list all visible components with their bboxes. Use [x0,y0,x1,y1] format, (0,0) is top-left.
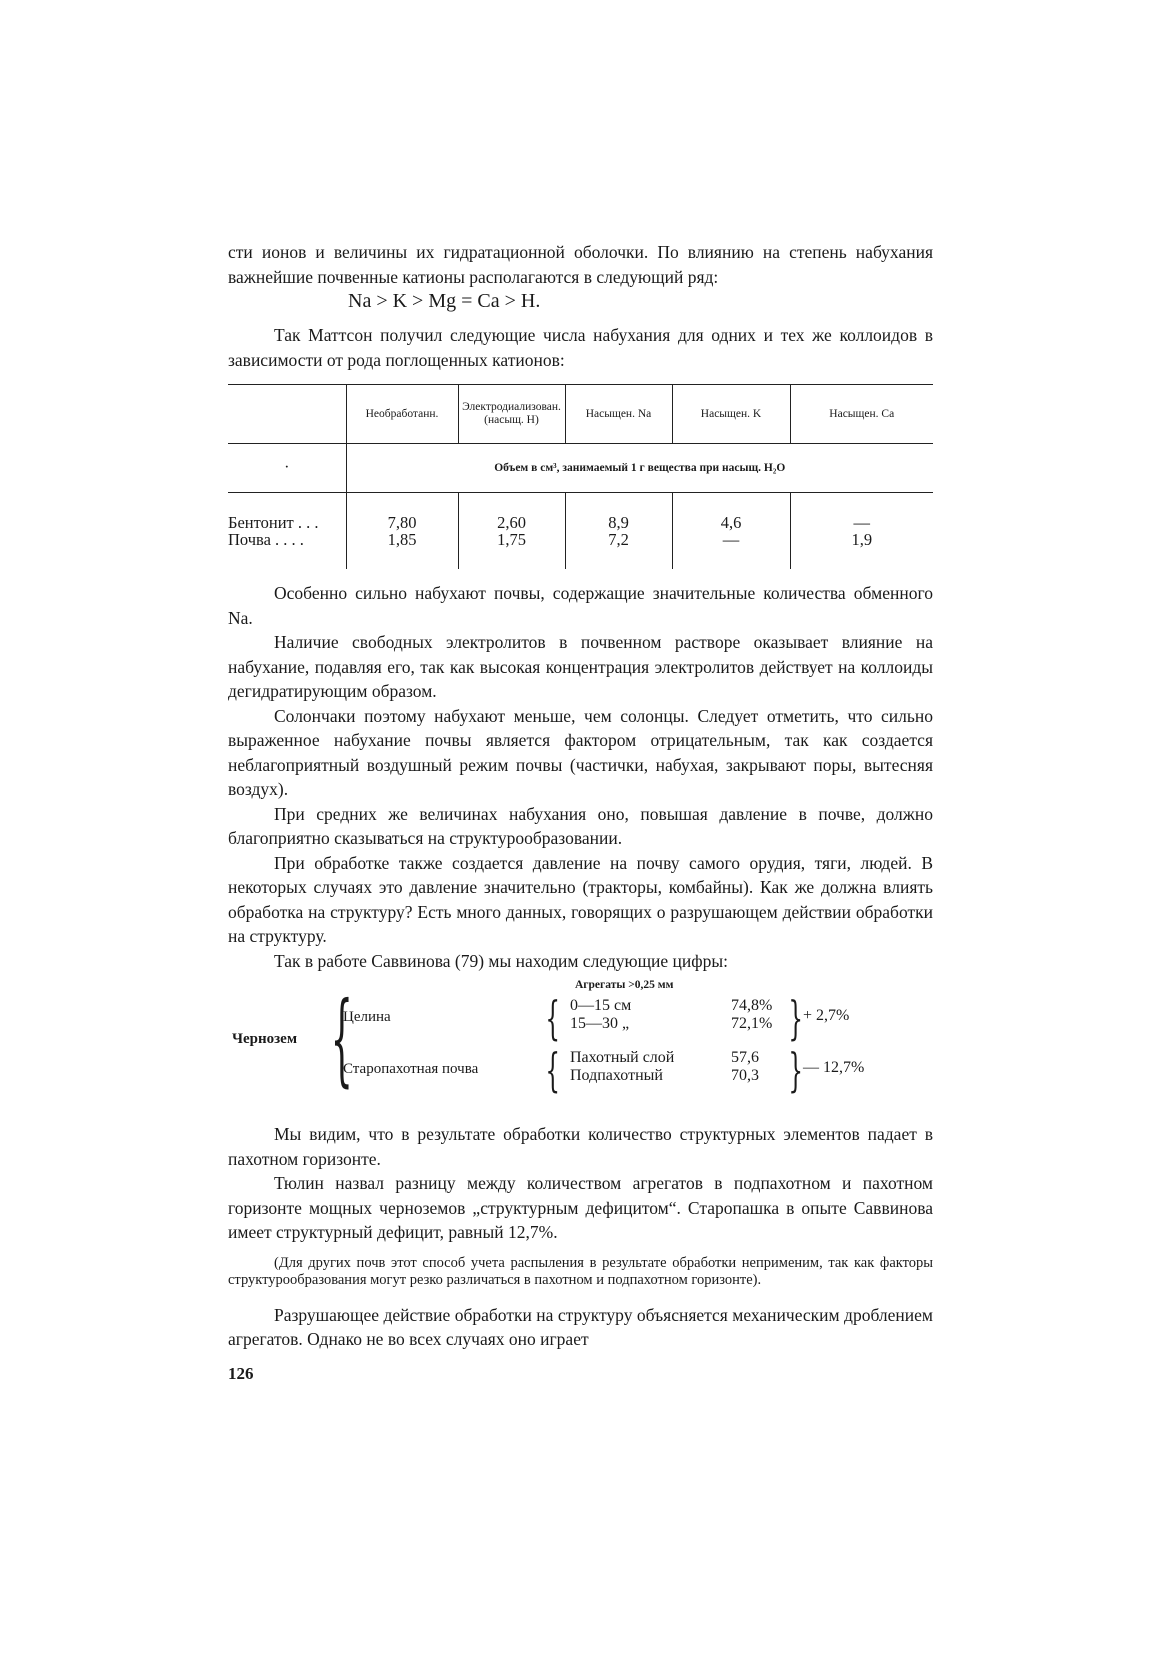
block-name-virgin: Целина [343,1009,391,1025]
aggregates-table [228,979,933,1114]
cation-series [228,289,933,313]
cation-series-formula: Na > K > Mg = Ca > H. [348,290,541,312]
paragraph-na: Особенно сильно набухают почвы, содержащие значительные количества обменного Na. [228,583,933,628]
paragraph-medium-swelling: При средних же величинах набухания оно, повышая давление в почве, должно благоприятно сказываться на структурообразовании. [228,803,933,848]
header-na: Насыщен. Na [565,385,672,444]
cell-value: — [853,513,870,532]
brace-virgin: { [545,991,560,1045]
col-electrodialyzed [458,493,565,570]
diff-old-arable: — 12,7% [803,1059,865,1076]
paragraph-ions-text: сти ионов и величины их гидратационной оболочки. По влиянию на степень набухания важнейшие почвенные катионы располагаются в следующий ряд: [228,242,933,287]
cell-value: 7,80 [387,513,417,532]
col-untreated [346,493,458,570]
cell-value: 1,75 [497,530,526,549]
paragraph-tillage-pressure: При обработке также создается давление на почву самого орудия, тяги, людей. В некоторых случаях это давление значительно (тракторы, комбайны). Как же должна влиять обработка на структуру? Есть много данных, говорящих о разрушающем действии обработки на структуру. [228,852,933,946]
brace-old-arable: { [545,1043,560,1097]
col-k [672,493,790,570]
header-untreated: Необработанн. [346,385,458,444]
group-brace: { [330,980,353,1097]
paragraph-ions [228,240,933,289]
row-labels [228,493,346,570]
header-empty-cell [228,385,346,444]
brace-old-arable-diff: } [788,1043,803,1097]
cell-value: 1,85 [387,530,417,549]
swelling-table-data [228,493,933,570]
layer-label: Подпахотный [570,1067,663,1084]
swelling-table-header [228,385,933,444]
cell-value: 8,9 [608,513,629,532]
units-caption: Объем в см³, занимаемый 1 г вещества при насыщ. H₂O [346,444,933,493]
paragraph-decrease: Мы видим, что в результате обработки количество структурных элементов падает в пахотном горизонте. [228,1124,933,1169]
swelling-table [228,384,933,569]
col-ca [790,493,933,570]
paragraph-destruction: Разрушающее действие обработки на структуру объясняется механическим дроблением агрегатов. Однако не во всех случаях оно играет [228,1304,933,1349]
aggregate-value: 57,6 [731,1049,759,1066]
swelling-table-units-row [228,444,933,493]
block-name-old-arable: Старопахотная почва [343,1061,479,1077]
aggregates-header: Агрегаты >0,25 мм [575,979,674,991]
paragraph-savvinov: Так в работе Саввинова (79) мы находим следующие цифры: [274,950,728,971]
cell-value: — [722,530,740,549]
cell-value: 4,6 [720,513,742,532]
aggregate-value: 74,8% [731,997,773,1014]
cell-value: 2,60 [497,513,526,532]
units-left-cell: · [228,444,346,493]
header-k: Насыщен. K [672,385,790,444]
diff-virgin: + 2,7% [803,1007,850,1024]
page-body [228,240,933,1384]
aggregate-value: 70,3 [731,1067,759,1084]
row-label-soil: Почва . . . . [228,530,304,549]
note-other-soils: (Для других почв этот способ учета распыления в результате обработки неприменим, так как факторы структурообразования могут резко различаться в пахотном и подпахотном горизонте). [228,1254,933,1288]
group-label-chernozem: Чернозем [232,1031,298,1047]
page-number: 126 [228,1363,254,1383]
header-electrodialyzed: Электродиализован. (насыщ. Н) [458,385,565,444]
paragraph-tyulin: Тюлин назвал разницу между количеством агрегатов в подпахотном и пахотном горизонте мощных черноземов „структурным дефицитом“. Старопашка в опыте Саввинова имеет структурный дефицит, равный 12,7%. [228,1173,933,1242]
paragraph-solonchak: Солончаки поэтому набухают меньше, чем солонцы. Следует отметить, что сильно выраженное набухание почвы является фактором отрицательным, так как создается неблагоприятный воздушный режим почвы (частички, набухая, закрывают поры, вытесняя воздух). [228,705,933,799]
cell-value: 1,9 [851,530,873,549]
row-label-bentonite: Бентонит . . . [228,513,319,532]
layer-label: 15—30 „ [570,1015,630,1032]
col-na [565,493,672,570]
aggregate-value: 72,1% [731,1015,773,1032]
brace-virgin-diff: } [788,991,803,1045]
paragraph-mattson: Так Маттсон получил следующие числа набухания для одних и тех же коллоидов в зависимости от рода поглощенных катионов: [228,325,933,370]
layer-label: 0—15 см [570,997,632,1014]
note-block [228,1255,933,1289]
header-ca: Насыщен. Ca [790,385,933,444]
cell-value: 7,2 [608,530,629,549]
layer-label: Пахотный слой [570,1049,675,1066]
paragraph-electrolytes: Наличие свободных электролитов в почвенном растворе оказывает влияние на набухание, подавляя его, так как высокая концентрация электролитов действует на коллоиды дегидратирующим образом. [228,632,933,701]
